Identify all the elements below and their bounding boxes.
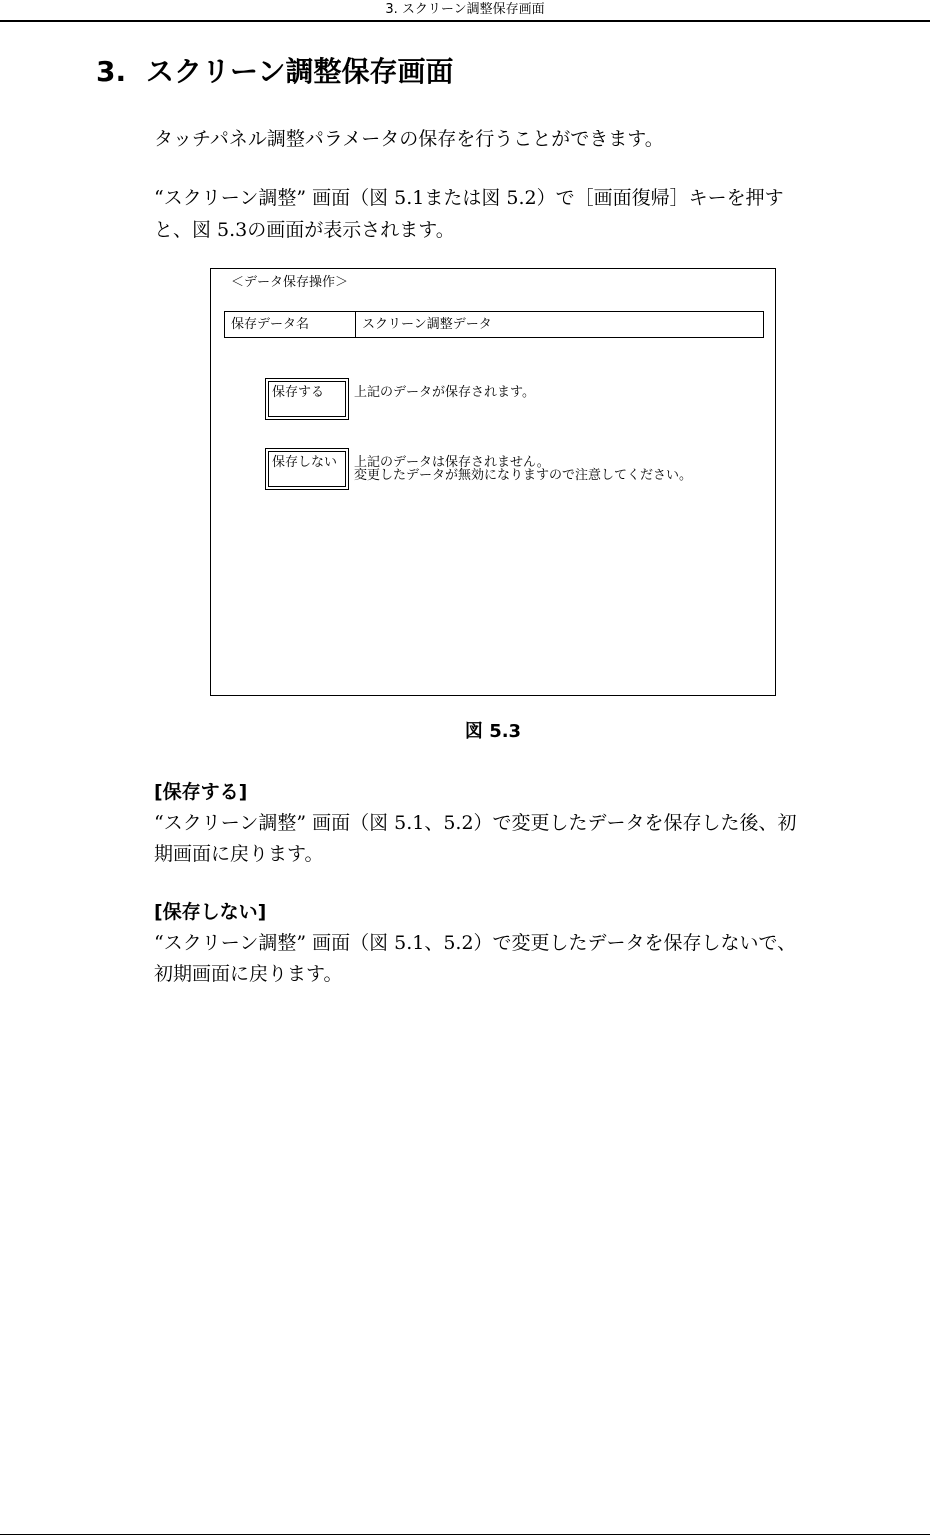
intro-line-2: “スクリーン調整” 画面（図 5.1または図 5.2）で［画面復帰］キーを押す	[154, 187, 784, 209]
running-header	[0, 0, 930, 22]
data-name-row	[224, 311, 764, 338]
nosave-button[interactable]	[265, 448, 349, 490]
nosave-description-1: 上記のデータは保存されません。	[354, 455, 550, 470]
nosave-line-1: “スクリーン調整” 画面（図 5.1、5.2）で変更したデータを保存しないで、	[154, 932, 797, 954]
running-header-text: 3. スクリーン調整保存画面	[385, 2, 545, 17]
figure-screen	[210, 268, 776, 696]
save-line-1: “スクリーン調整” 画面（図 5.1、5.2）で変更したデータを保存した後、初	[154, 812, 797, 834]
nosave-heading: [保存しない]	[154, 901, 267, 923]
data-name-label: 保存データ名	[225, 312, 356, 337]
intro-line-3: と、図 5.3の画面が表示されます。	[154, 219, 455, 241]
footer-rule	[0, 1534, 930, 1535]
nosave-description-2: 変更したデータが無効になりますので注意してください。	[354, 468, 693, 483]
data-name-value: スクリーン調整データ	[362, 317, 492, 332]
figure-caption: 図 5.3	[464, 721, 522, 742]
screen-title: ＜データ保存操作＞	[231, 275, 349, 290]
section-number: 3.	[96, 55, 127, 88]
save-line-2: 期画面に戻ります。	[154, 843, 324, 865]
save-button-label: 保存する	[268, 381, 346, 417]
intro-line-1: タッチパネル調整パラメータの保存を行うことができます。	[154, 128, 664, 150]
nosave-button-label: 保存しない	[268, 451, 346, 487]
section-title	[96, 52, 453, 92]
save-button[interactable]	[265, 378, 349, 420]
nosave-line-2: 初期画面に戻ります。	[154, 963, 343, 985]
save-description: 上記のデータが保存されます。	[354, 385, 535, 400]
section-title-text: スクリーン調整保存画面	[146, 55, 454, 88]
save-heading: [保存する]	[154, 781, 248, 803]
